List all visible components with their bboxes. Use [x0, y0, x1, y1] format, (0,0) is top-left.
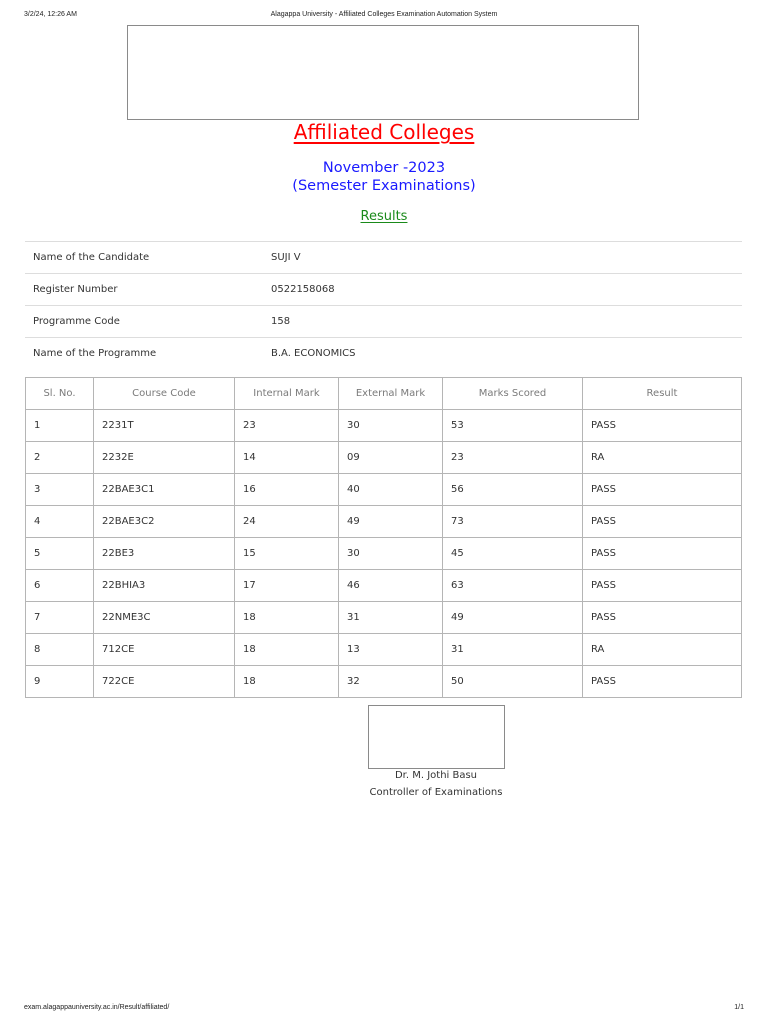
candidate-label: Programme Code — [25, 306, 263, 338]
cell-external-mark: 31 — [339, 602, 443, 634]
cell-external-mark: 30 — [339, 538, 443, 570]
cell-result: RA — [583, 442, 742, 474]
table-row — [26, 506, 742, 538]
cell-course-code: 2231T — [94, 410, 235, 442]
cell-sl-no: 2 — [26, 442, 94, 474]
table-row — [26, 602, 742, 634]
cell-course-code: 722CE — [94, 666, 235, 698]
cell-result: PASS — [583, 666, 742, 698]
cell-result: PASS — [583, 570, 742, 602]
cell-marks-scored: 45 — [443, 538, 583, 570]
candidate-row-programme-name — [25, 338, 742, 370]
col-header-internal-mark: Internal Mark — [235, 378, 339, 410]
col-header-result: Result — [583, 378, 742, 410]
cell-result: RA — [583, 634, 742, 666]
cell-course-code: 22NME3C — [94, 602, 235, 634]
cell-external-mark: 32 — [339, 666, 443, 698]
cell-marks-scored: 73 — [443, 506, 583, 538]
cell-result: PASS — [583, 474, 742, 506]
table-row — [26, 410, 742, 442]
cell-internal-mark: 15 — [235, 538, 339, 570]
cell-external-mark: 46 — [339, 570, 443, 602]
print-footer — [0, 1004, 768, 1014]
candidate-row-register-number — [25, 274, 742, 306]
print-page-title: Alagappa University - Affiliated Colleges Examination Automation System — [270, 11, 498, 18]
cell-marks-scored: 53 — [443, 410, 583, 442]
print-url: exam.alagappauniversity.ac.in/Result/affiliated/ — [24, 1004, 170, 1011]
marks-table-header — [26, 378, 742, 410]
exam-type: (Semester Examinations) — [292, 178, 476, 194]
cell-marks-scored: 49 — [443, 602, 583, 634]
table-row — [26, 666, 742, 698]
col-header-marks-scored: Marks Scored — [443, 378, 583, 410]
cell-course-code: 22BHIA3 — [94, 570, 235, 602]
cell-internal-mark: 16 — [235, 474, 339, 506]
cell-sl-no: 6 — [26, 570, 94, 602]
cell-marks-scored: 23 — [443, 442, 583, 474]
cell-external-mark: 30 — [339, 410, 443, 442]
marks-table — [25, 377, 742, 698]
cell-course-code: 2232E — [94, 442, 235, 474]
cell-internal-mark: 23 — [235, 410, 339, 442]
cell-result: PASS — [583, 506, 742, 538]
candidate-value: 158 — [263, 306, 742, 338]
print-datetime: 3/2/24, 12:26 AM — [24, 11, 77, 18]
cell-result: PASS — [583, 538, 742, 570]
cell-sl-no: 9 — [26, 666, 94, 698]
cell-course-code: 22BAE3C2 — [94, 506, 235, 538]
university-logo-placeholder — [127, 25, 639, 120]
candidate-row-name — [25, 242, 742, 274]
cell-external-mark: 40 — [339, 474, 443, 506]
table-row — [26, 442, 742, 474]
cell-internal-mark: 14 — [235, 442, 339, 474]
cell-internal-mark: 24 — [235, 506, 339, 538]
exam-month: November -2023 — [322, 160, 446, 176]
signatory-name: Dr. M. Jothi Basu — [394, 770, 478, 781]
signatory-title: Controller of Examinations — [369, 787, 503, 798]
table-row — [26, 474, 742, 506]
results-link[interactable]: Results — [360, 209, 408, 224]
cell-result: PASS — [583, 602, 742, 634]
cell-external-mark: 49 — [339, 506, 443, 538]
print-header — [0, 11, 768, 21]
candidate-label: Register Number — [25, 274, 263, 306]
cell-course-code: 712CE — [94, 634, 235, 666]
col-header-sl-no: Sl. No. — [26, 378, 94, 410]
cell-marks-scored: 31 — [443, 634, 583, 666]
cell-internal-mark: 18 — [235, 666, 339, 698]
candidate-row-programme-code — [25, 306, 742, 338]
cell-internal-mark: 17 — [235, 570, 339, 602]
candidate-value: B.A. ECONOMICS — [263, 338, 742, 370]
cell-result: PASS — [583, 410, 742, 442]
print-page-count: 1/1 — [734, 1004, 744, 1011]
cell-sl-no: 1 — [26, 410, 94, 442]
col-header-external-mark: External Mark — [339, 378, 443, 410]
cell-sl-no: 7 — [26, 602, 94, 634]
candidate-label: Name of the Programme — [25, 338, 263, 370]
table-row — [26, 538, 742, 570]
page-title: Affiliated Colleges — [293, 120, 475, 144]
cell-course-code: 22BAE3C1 — [94, 474, 235, 506]
cell-external-mark: 09 — [339, 442, 443, 474]
cell-marks-scored: 50 — [443, 666, 583, 698]
cell-course-code: 22BE3 — [94, 538, 235, 570]
cell-marks-scored: 63 — [443, 570, 583, 602]
candidate-value: SUJI V — [263, 242, 742, 274]
candidate-value: 0522158068 — [263, 274, 742, 306]
candidate-label: Name of the Candidate — [25, 242, 263, 274]
cell-sl-no: 4 — [26, 506, 94, 538]
cell-sl-no: 3 — [26, 474, 94, 506]
table-row — [26, 570, 742, 602]
cell-marks-scored: 56 — [443, 474, 583, 506]
signature-image-placeholder — [368, 705, 505, 769]
cell-external-mark: 13 — [339, 634, 443, 666]
cell-internal-mark: 18 — [235, 602, 339, 634]
table-row — [26, 634, 742, 666]
candidate-info-table — [25, 241, 742, 369]
cell-sl-no: 5 — [26, 538, 94, 570]
cell-sl-no: 8 — [26, 634, 94, 666]
col-header-course-code: Course Code — [94, 378, 235, 410]
cell-internal-mark: 18 — [235, 634, 339, 666]
